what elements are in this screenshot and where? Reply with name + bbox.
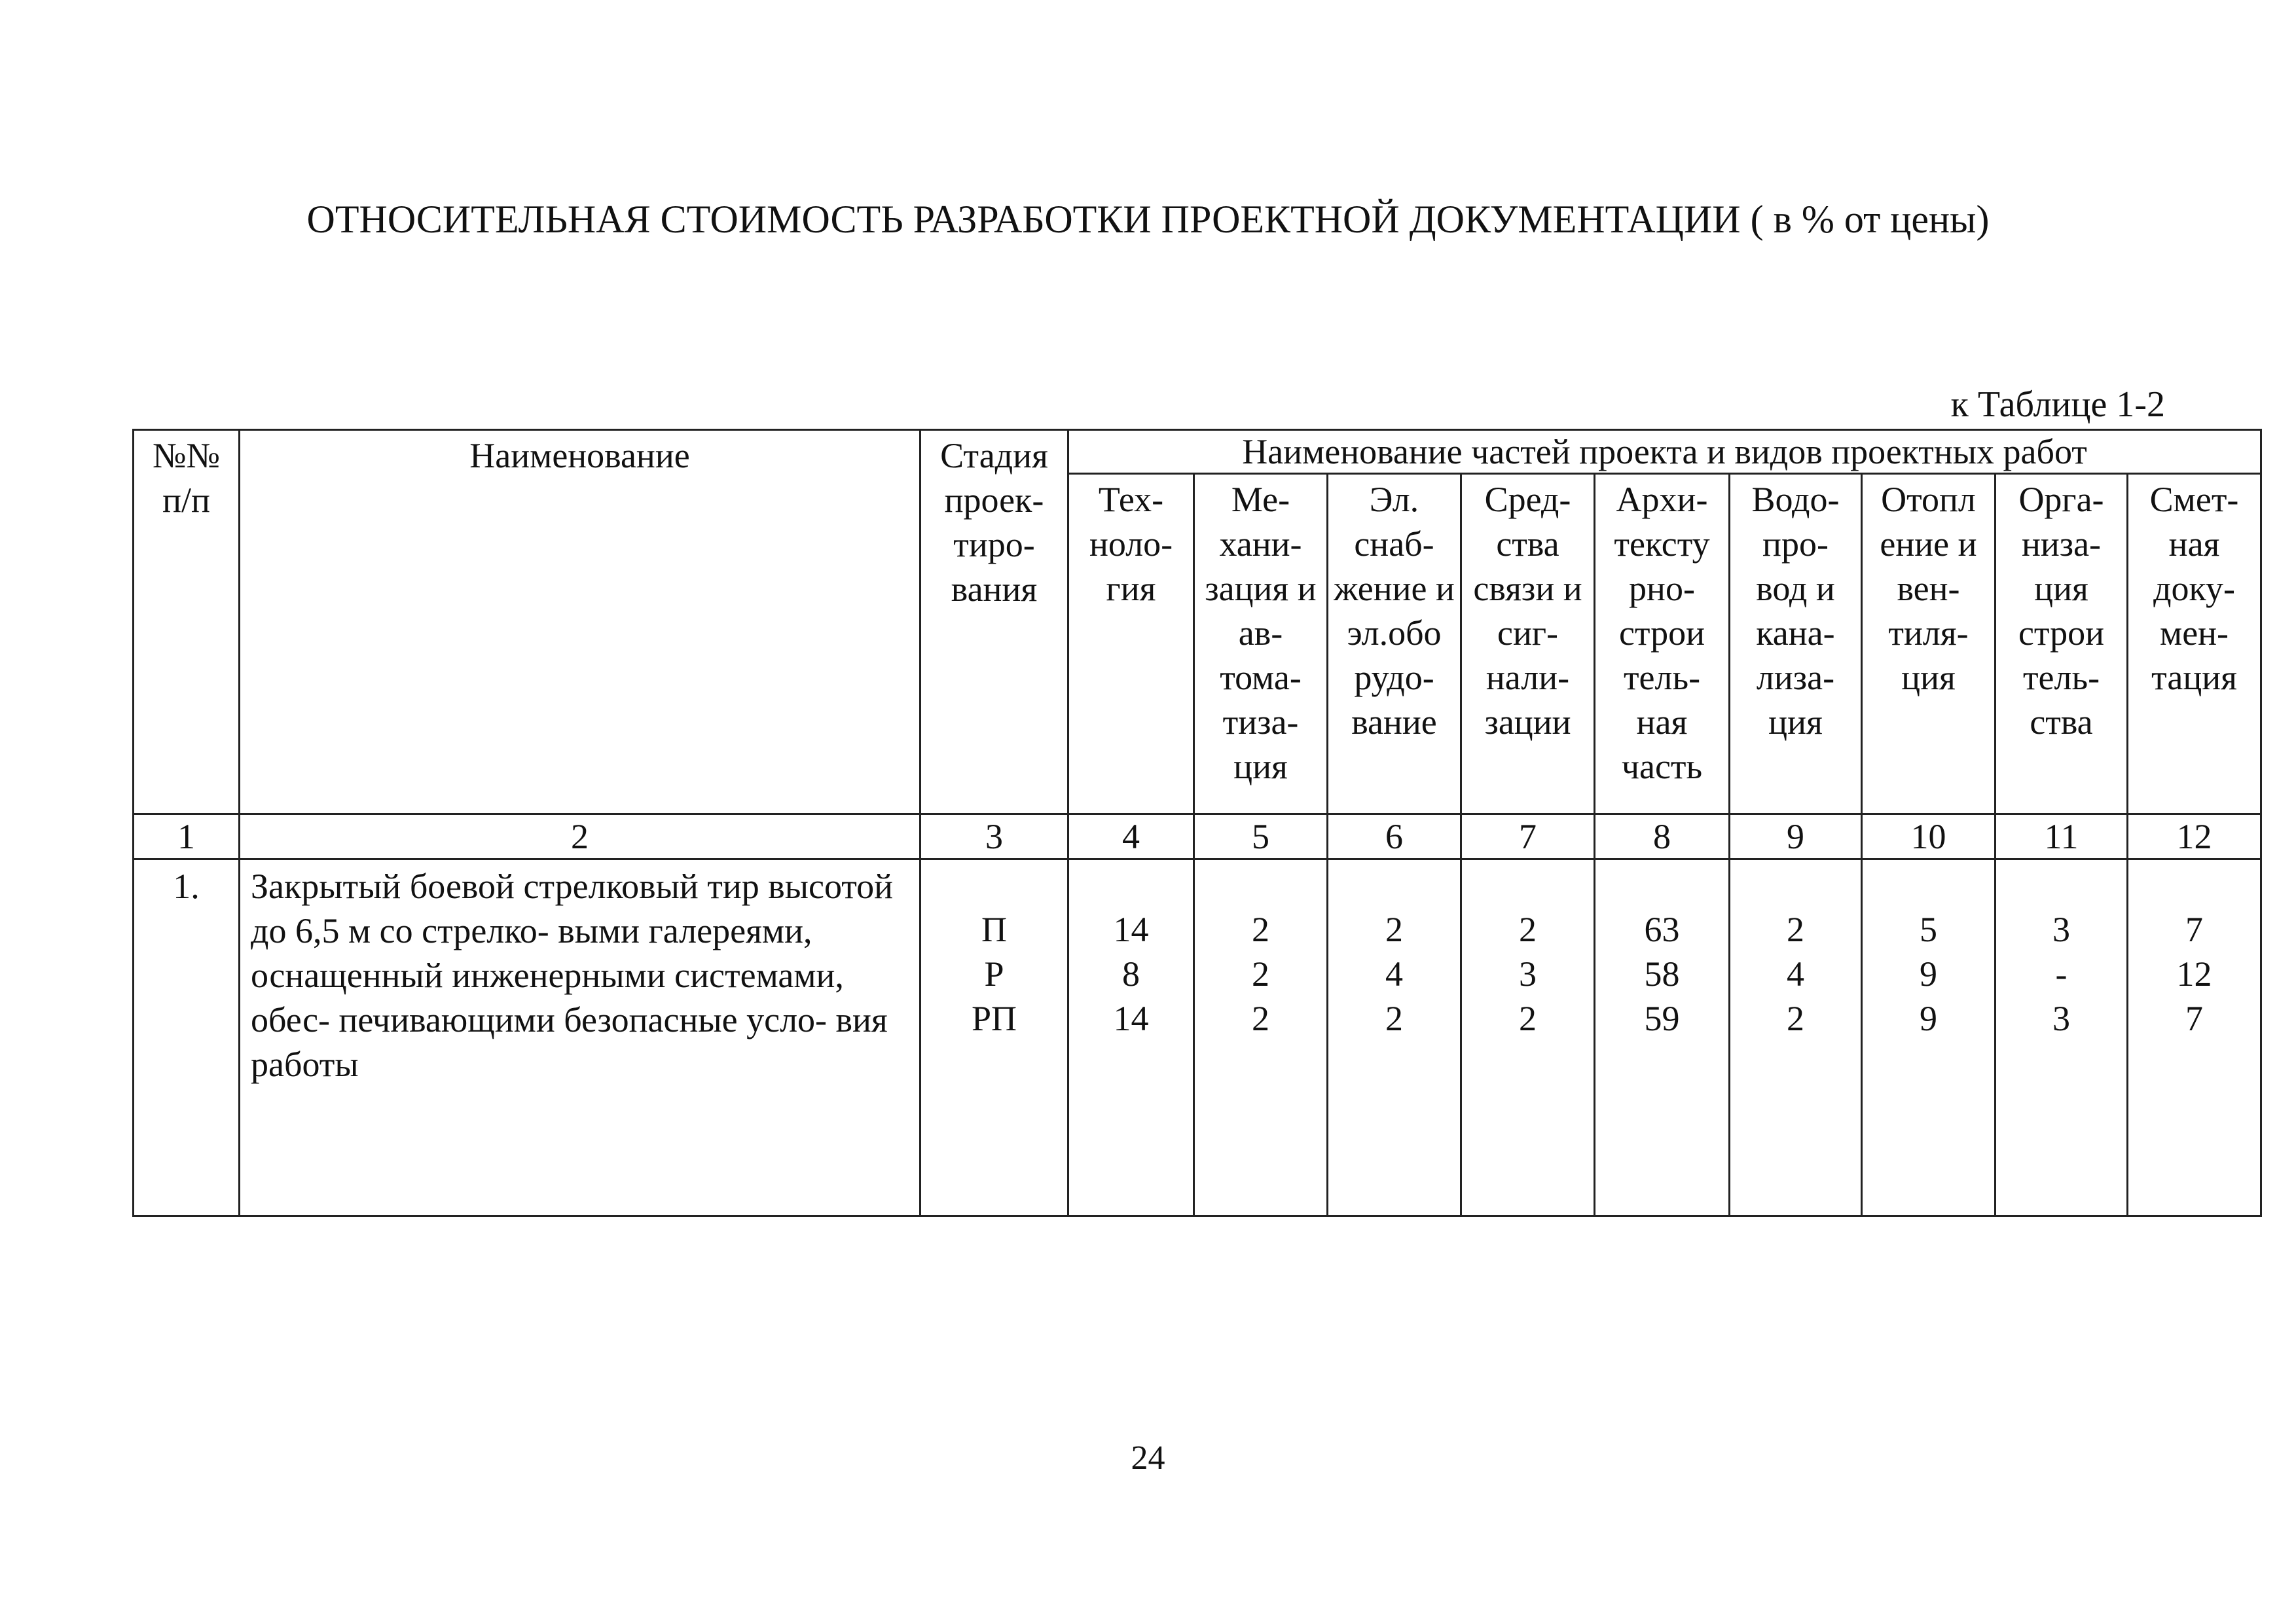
cell-value: 2: [1787, 910, 1804, 949]
stage-value: Р: [984, 954, 1004, 994]
cell-value: 7: [2185, 910, 2204, 949]
value-cell: [1194, 859, 1328, 1216]
page-number: 24: [1131, 1439, 1165, 1477]
cell-value: 12: [2176, 954, 2212, 994]
header-part: Эл. снаб- жение и эл.обо рудо- вание: [1328, 474, 1461, 814]
column-number: 8: [1595, 814, 1730, 859]
header-part: Тех- ноло- гия: [1068, 474, 1194, 814]
header-row-group: [134, 430, 2261, 474]
value-cell: [1595, 859, 1730, 1216]
document-title: ОТНОСИТЕЛЬНАЯ СТОИМОСТЬ РАЗРАБОТКИ ПРОЕКТНОЙ ДОКУМЕНТАЦИИ ( в % от цены): [306, 198, 1990, 241]
header-part: Орга- низа- ция строи тель- ства: [1995, 474, 2128, 814]
header-part: Водо- про- вод и кана- лиза- ция: [1730, 474, 1862, 814]
column-number: 11: [1995, 814, 2128, 859]
value-cell: [1862, 859, 1995, 1216]
cell-value: 63: [1644, 910, 1680, 949]
column-number: 6: [1328, 814, 1461, 859]
cost-table: [132, 429, 2262, 1217]
column-number: 1: [134, 814, 240, 859]
row-name: Закрытый боевой стрелковый тир высотой до 6,5 м со стрелко- выми галереями, оснащенный инженерными системами, обес- печивающими безопасные усло- вия работы: [240, 859, 920, 1216]
header-part: Сред- ства связи и сиг- нали- зации: [1461, 474, 1595, 814]
column-number-row: [134, 814, 2261, 859]
row-number: 1.: [134, 859, 240, 1216]
column-number: 2: [240, 814, 920, 859]
table-row: [134, 859, 2261, 1216]
value-cell: [1461, 859, 1595, 1216]
cell-value: 9: [1920, 954, 1937, 994]
column-number: 9: [1730, 814, 1862, 859]
stage-value: П: [981, 910, 1007, 949]
header-num: №№ п/п: [134, 430, 240, 814]
cell-value: 14: [1113, 999, 1149, 1038]
cell-value: 2: [1252, 954, 1269, 994]
cell-value: 2: [1787, 999, 1804, 1038]
value-cell: [2128, 859, 2261, 1216]
cell-value: 2: [1252, 910, 1269, 949]
header-part: Смет- ная доку- мен- тация: [2128, 474, 2261, 814]
cell-value: 2: [1519, 999, 1537, 1038]
column-number: 12: [2128, 814, 2261, 859]
cell-value: 3: [2052, 910, 2070, 949]
cell-value: 2: [1385, 999, 1403, 1038]
header-stage: Стадия проек- тиро- вания: [920, 430, 1068, 814]
header-name: Наименование: [240, 430, 920, 814]
header-part: Архи- тексту рно- строи тель- ная часть: [1595, 474, 1730, 814]
row-stages: [920, 859, 1068, 1216]
value-cell: [1328, 859, 1461, 1216]
cell-value: 7: [2185, 999, 2204, 1038]
cell-value: -: [2055, 954, 2068, 994]
column-number: 7: [1461, 814, 1595, 859]
header-parts-group: Наименование частей проекта и видов проектных работ: [1068, 430, 2261, 474]
cell-value: 58: [1644, 954, 1680, 994]
cell-value: 2: [1252, 999, 1269, 1038]
column-number: 5: [1194, 814, 1328, 859]
table-reference: к Таблице 1-2: [1950, 384, 2165, 425]
cell-value: 2: [1385, 910, 1403, 949]
cell-value: 4: [1385, 954, 1403, 994]
column-number: 3: [920, 814, 1068, 859]
value-cell: [1068, 859, 1194, 1216]
cell-value: 4: [1787, 954, 1804, 994]
cell-value: 5: [1920, 910, 1937, 949]
cell-value: 2: [1519, 910, 1537, 949]
header-part: Отопл ение и вен- тиля- ция: [1862, 474, 1995, 814]
cell-value: 3: [1519, 954, 1537, 994]
cell-value: 3: [2052, 999, 2070, 1038]
cell-value: 59: [1644, 999, 1680, 1038]
cell-value: 8: [1122, 954, 1140, 994]
column-number: 4: [1068, 814, 1194, 859]
value-cell: [1995, 859, 2128, 1216]
value-cell: [1730, 859, 1862, 1216]
cell-value: 14: [1113, 910, 1149, 949]
column-number: 10: [1862, 814, 1995, 859]
header-part: Ме- хани- зация и ав- тома- тиза- ция: [1194, 474, 1328, 814]
cell-value: 9: [1920, 999, 1937, 1038]
stage-value: РП: [971, 999, 1017, 1038]
